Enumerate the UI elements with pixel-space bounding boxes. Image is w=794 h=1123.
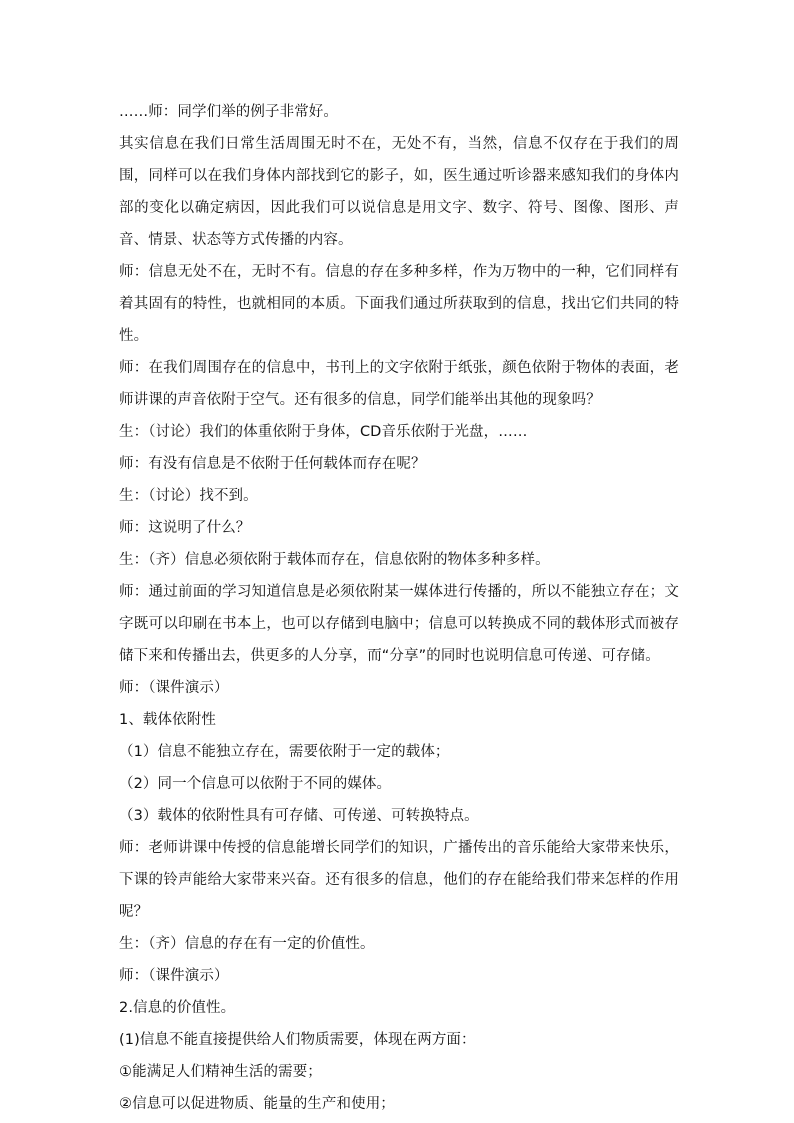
paragraph: 师：老师讲课中传授的信息能增长同学们的知识，广播传出的音乐能给大家带来快乐，下课的铃声能给大家带来兴奋。还有很多的信息，他们的存在能给我们带来怎样的作用呢？ <box>119 840 679 920</box>
paragraph: 师：（课件演示） <box>119 680 229 696</box>
paragraph: 生：（齐）信息必须依附于载体而存在，信息依附的物体多种多样。 <box>119 552 550 568</box>
list-item: （1）信息不能独立存在，需要依附于一定的载体； <box>119 744 450 760</box>
paragraph: 生：（讨论）找不到。 <box>119 488 258 504</box>
paragraph: 其实信息在我们日常生活周围无时不在，无处不有，当然，信息不仅存在于我们的周围，同样可以在我们身体内部找到它的影子，如，医生通过听诊器来感知我们的身体内部的变化以确定病因，因此我们可以说信息是用文字、数字、符号、图像、图形、声音、情景、状态等方式传播的内容。 <box>119 136 679 248</box>
paragraph: 师：信息无处不在，无时不有。信息的存在多种多样，作为万物中的一种，它们同样有着其固有的特性，也就相同的本质。下面我们通过所获取到的信息，找出它们共同的特性。 <box>119 264 679 344</box>
list-item: (1)信息不能直接提供给人们物质需要，体现在两方面： <box>119 1032 476 1048</box>
list-item: （3）载体的依附性具有可存储、可传递、可转换特点。 <box>119 808 479 824</box>
paragraph: ……师：同学们举的例子非常好。 <box>119 104 338 120</box>
paragraph: 生：（齐）信息的存在有一定的价值性。 <box>119 936 375 952</box>
paragraph: 师：（课件演示） <box>119 968 229 984</box>
paragraph: 师：有没有信息是不依附于任何载体而存在呢？ <box>119 456 426 472</box>
paragraph: 师：这说明了什么？ <box>119 520 251 536</box>
section-heading: 2.信息的价值性。 <box>119 1000 236 1016</box>
list-item: ②信息可以促进物质、能量的生产和使用； <box>119 1096 395 1112</box>
paragraph: 师：通过前面的学习知道信息是必须依附某一媒体进行传播的，所以不能独立存在；文字既可以印刷在书本上，也可以存储到电脑中；信息可以转换成不同的载体形式而被存储下来和传播出去，供更多的人分享，而“分享”的同时也说明信息可传递、可存储。 <box>119 584 679 664</box>
document-page <box>119 96 679 1120</box>
paragraph: 生：（讨论）我们的体重依附于身体，CD音乐依附于光盘，…… <box>119 424 528 440</box>
list-item: ①能满足人们精神生活的需要； <box>119 1064 322 1080</box>
section-heading: 1、载体依附性 <box>119 712 216 728</box>
paragraph: 师：在我们周围存在的信息中，书刊上的文字依附于纸张，颜色依附于物体的表面，老师讲课的声音依附于空气。还有很多的信息，同学们能举出其他的现象吗？ <box>119 360 679 408</box>
list-item: （2）同一个信息可以依附于不同的媒体。 <box>119 776 392 792</box>
